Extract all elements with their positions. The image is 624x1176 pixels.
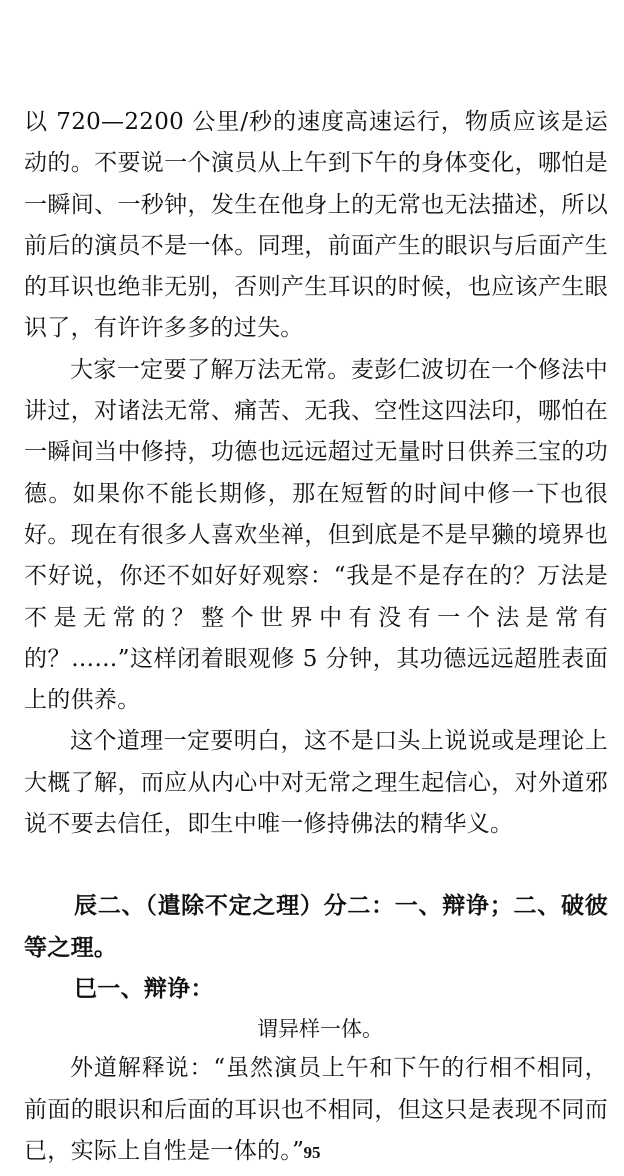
- paragraph-impermanence: 大家一定要了解万法无常。麦彭仁波切在一个修法中讲过，对诸法无常、痛苦、无我、空性这四法印，哪怕在一瞬间当中修持，功德也远远超过无量时日供养三宝的功德。如果你不能长期修，那在短暂的时间中修一下也很好。现在有很多人喜欢坐禅，但到底是不是早獭的境界也不好说，你还不如好好观察：“我是不是存在的？万法是不是无常的？整个世界中有没有一个法是常有的？……”这样闭着眼观修 5 分钟，其功德远远超胜表面上的供养。: [24, 356, 608, 714]
- page-body: [24, 102, 608, 1172]
- page-number: 95: [303, 1143, 321, 1162]
- paragraph-explanation: 外道解释说：“虽然演员上午和下午的行相不相同，前面的眼识和后面的耳识也不相同，但这只是表现不同而已，实际上自性是一体的。”: [24, 1055, 608, 1164]
- root-text-line: 谓异样一体。: [257, 1017, 383, 1042]
- paragraph-conclusion: 这个道理一定要明白，这不是口头上说说或是理论上大概了解，而应从内心中对无常之理生起信心，对外道邪说不要去信任，即生中唯一修持佛法的精华义。: [24, 728, 608, 838]
- subsection-heading: 巳一、辩诤：: [74, 975, 214, 1002]
- section-heading: 辰二、（遣除不定之理）分二：一、辩诤；二、破彼等之理。: [24, 893, 608, 961]
- paragraph-continuation: 以 720—2200 公里/秒的速度高速运行，物质应该是运动的。不要说一个演员从上午到下午的身体变化，哪怕是一瞬间、一秒钟，发生在他身上的无常也无法描述，所以前后的演员不是一体。同理，前面产生的眼识与后面产生的耳识也绝非无别，否则产生耳识的时候，也应该产生眼识了，有许许多多的过失。: [24, 109, 608, 342]
